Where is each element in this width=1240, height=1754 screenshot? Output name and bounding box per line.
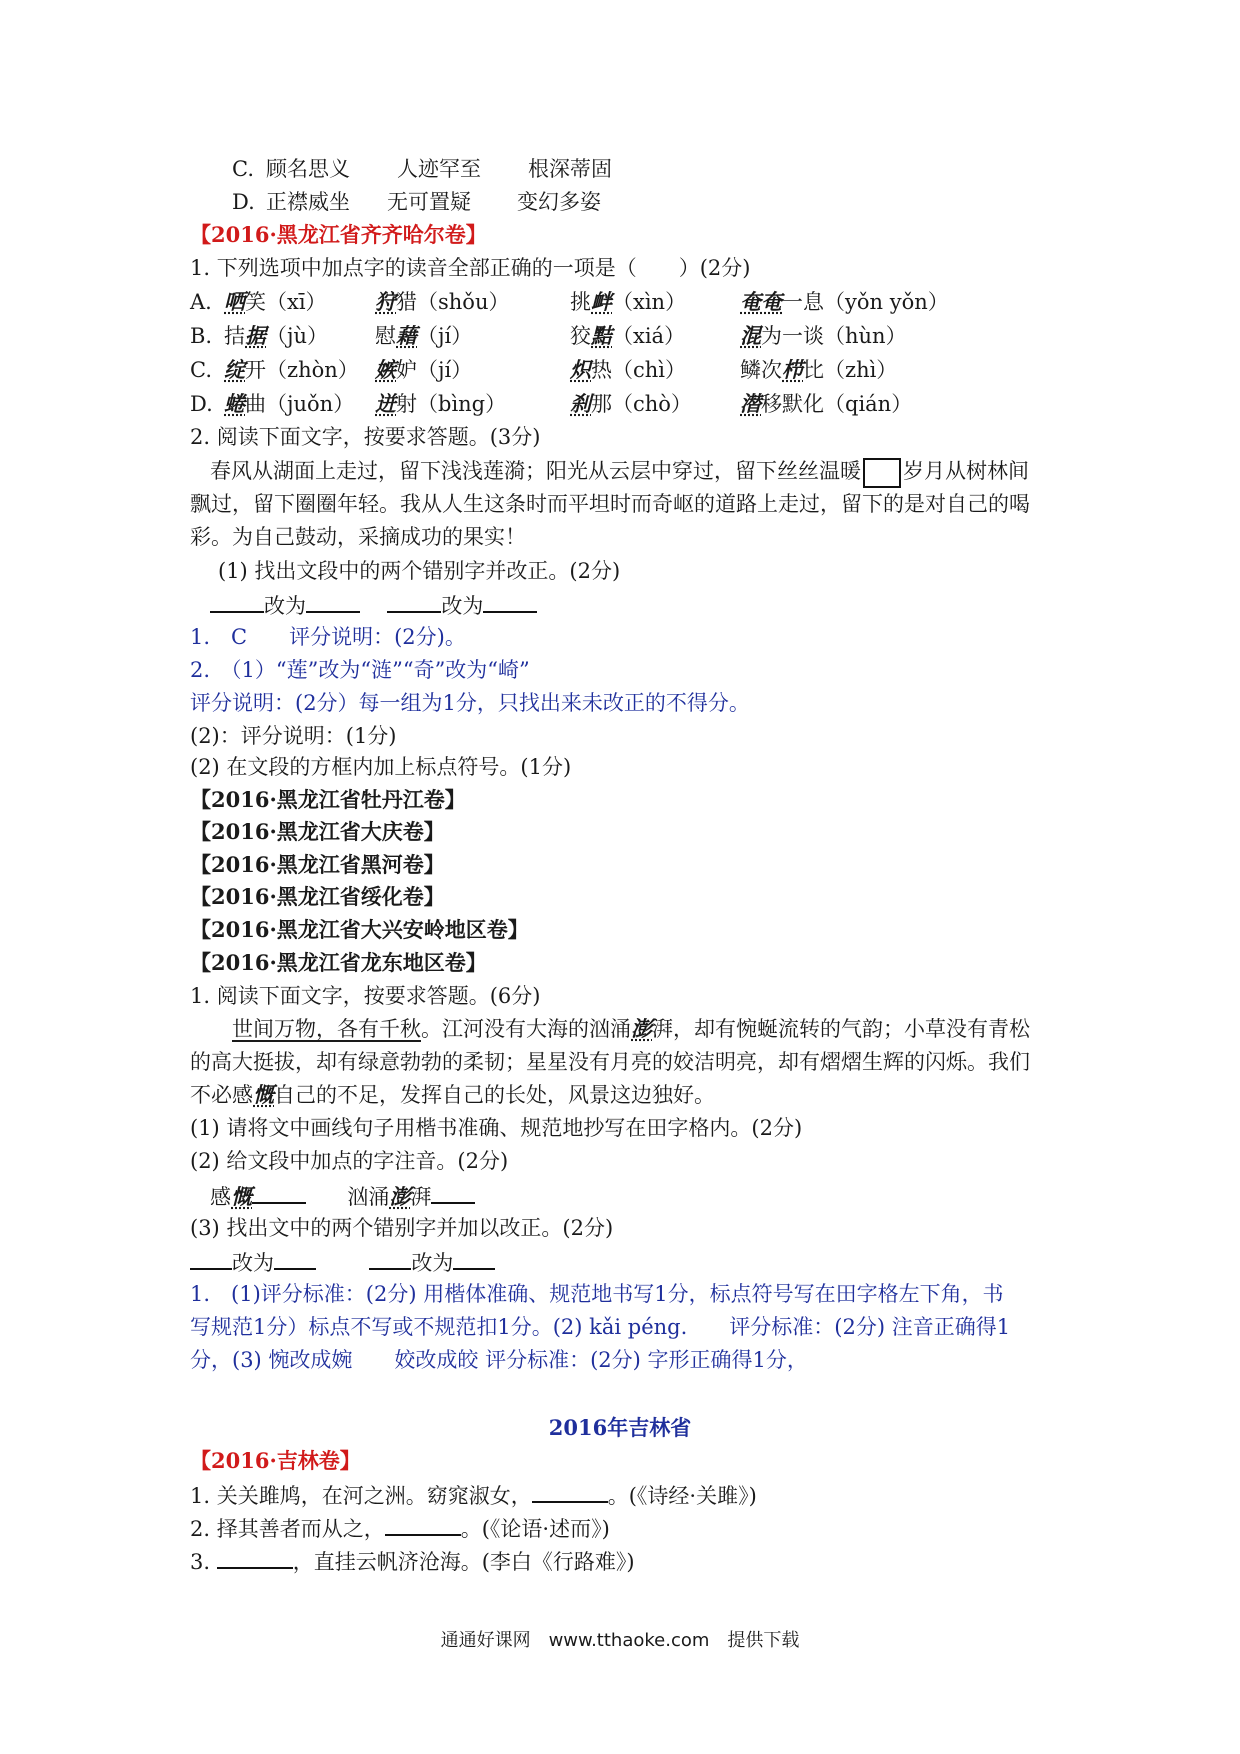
jilin-line-3: 3. ，直挂云帆济沧海。(李白《行路难》): [190, 1545, 635, 1577]
longdong-sub-3: (3) 找出文中的两个错别字并加以改正。(2分): [190, 1216, 614, 1240]
jilin-line-1: 1. 关关雎鸠，在河之洲。窈窕淑女， 。(《诗经·关雎》): [190, 1479, 757, 1511]
longdong-answer-line-2: 写规范1分）标点不写或不规范扣1分。(2) kǎi péng. 评分标准：(2分) 注音正确得1: [190, 1315, 1011, 1339]
answer-row-d: D. 蜷曲（juǒn） 迸射（bìng） 刹那（chò） 潜移默化（qián）: [190, 391, 913, 416]
section-header-daqing: 【2016·黑龙江省大庆卷】: [190, 819, 445, 844]
longdong-answer-line-1: 1. (1)评分标准：(2分) 用楷体准确、规范地书写1分，标点符号写在田字格左下角，书: [190, 1282, 1004, 1306]
jilin-line-2: 2. 择其善者而从之， 。(《论语·述而》): [190, 1512, 610, 1544]
longdong-passage-2: 的高大挺拔，却有绿意勃勃的柔韧；星星没有月亮的姣洁明亮，却有熠熠生辉的闪烁。我们: [190, 1050, 1030, 1074]
longdong-question-1: 1. 阅读下面文字，按要求答题。(6分): [190, 984, 541, 1008]
jilin-title: 2016年吉林省: [548, 1415, 692, 1440]
answer-1: 1. C 评分说明：(2分)。: [190, 625, 466, 649]
section-header-daxinganling: 【2016·黑龙江省大兴安岭地区卷】: [190, 917, 529, 942]
section-header-mudanjiang: 【2016·黑龙江省牡丹江卷】: [190, 787, 466, 812]
answer-2-note: 评分说明：(2分）每一组为1分，只找出来未改正的不得分。: [190, 691, 750, 715]
sub-question-2: (2) 在文段的方框内加上标点符号。(1分): [190, 755, 572, 779]
passage-line-1: 春风从湖面上走过，留下浅浅莲漪；阳光从云层中穿过，留下丝丝温暖 岁月从树林间: [210, 456, 1029, 488]
answer-2-part2: (2)：评分说明：(1分): [190, 724, 397, 748]
answer-2: 2. （1）“莲”改为“涟”“奇”改为“崎”: [190, 658, 530, 682]
option-c-line: C. 顾名思义 人迹罕至 根深蒂固: [232, 157, 612, 181]
correction-blanks: 改为 改为: [210, 589, 537, 621]
section-header-qiqihar: 【2016·黑龙江省齐齐哈尔卷】: [190, 222, 487, 247]
section-header-jilin: 【2016·吉林卷】: [190, 1448, 361, 1473]
answer-row-b: B. 拮据（jù） 慰藉（jí） 狡黠（xiá） 混为一谈（hùn）: [190, 323, 907, 348]
page-footer: 通通好课网 www.tthaoke.com 提供下载: [440, 1630, 800, 1651]
longdong-answer-line-3: 分，(3) 惋改成婉 姣改成皎 评分标准：(2分) 字形正确得1分，: [190, 1348, 808, 1372]
answer-row-c: C. 绽开（zhòn） 嫉妒（jí） 炽热（chì） 鳞次栉比（zhì）: [190, 357, 898, 382]
section-header-longdong: 【2016·黑龙江省龙东地区卷】: [190, 950, 487, 975]
longdong-sub-1: (1) 请将文中画线句子用楷书准确、规范地抄写在田字格内。(2分): [190, 1116, 803, 1140]
longdong-passage-1: 世间万物，各有千秋。江河没有大海的汹涌澎湃，却有惋蜒流转的气韵；小草没有青松: [232, 1016, 1030, 1041]
sub-question-1: (1) 找出文段中的两个错别字并改正。(2分): [218, 559, 621, 583]
question-1: 1. 下列选项中加点字的读音全部正确的一项是（ ）(2分): [190, 256, 751, 280]
passage-line-3: 彩。为自己鼓动，采摘成功的果实！: [190, 525, 526, 549]
section-header-suihua: 【2016·黑龙江省绥化卷】: [190, 884, 445, 909]
pinyin-blanks: 感慨 汹涌澎湃: [210, 1180, 475, 1212]
passage-line-2: 飘过，留下圈圈年轻。我从人生这条时而平坦时而奇岖的道路上走过，留下的是对自己的喝: [190, 492, 1030, 516]
answer-row-a: A. 哂笑（xī） 狩猎（shǒu） 挑衅（xìn） 奄奄一息（yǒn yǒn）: [190, 289, 949, 314]
option-d-line: D. 正襟威坐 无可置疑 变幻多姿: [232, 190, 601, 214]
longdong-passage-3: 不必感慨自己的不足，发挥自己的长处，风景这边独好。: [190, 1082, 715, 1107]
longdong-correction-blanks: 改为 改为: [190, 1246, 495, 1278]
question-2: 2. 阅读下面文字，按要求答题。(3分): [190, 425, 541, 449]
longdong-sub-2: (2) 给文段中加点的字注音。(2分): [190, 1149, 509, 1173]
punctuation-box: [863, 458, 901, 488]
section-header-heihe: 【2016·黑龙江省黑河卷】: [190, 852, 445, 877]
